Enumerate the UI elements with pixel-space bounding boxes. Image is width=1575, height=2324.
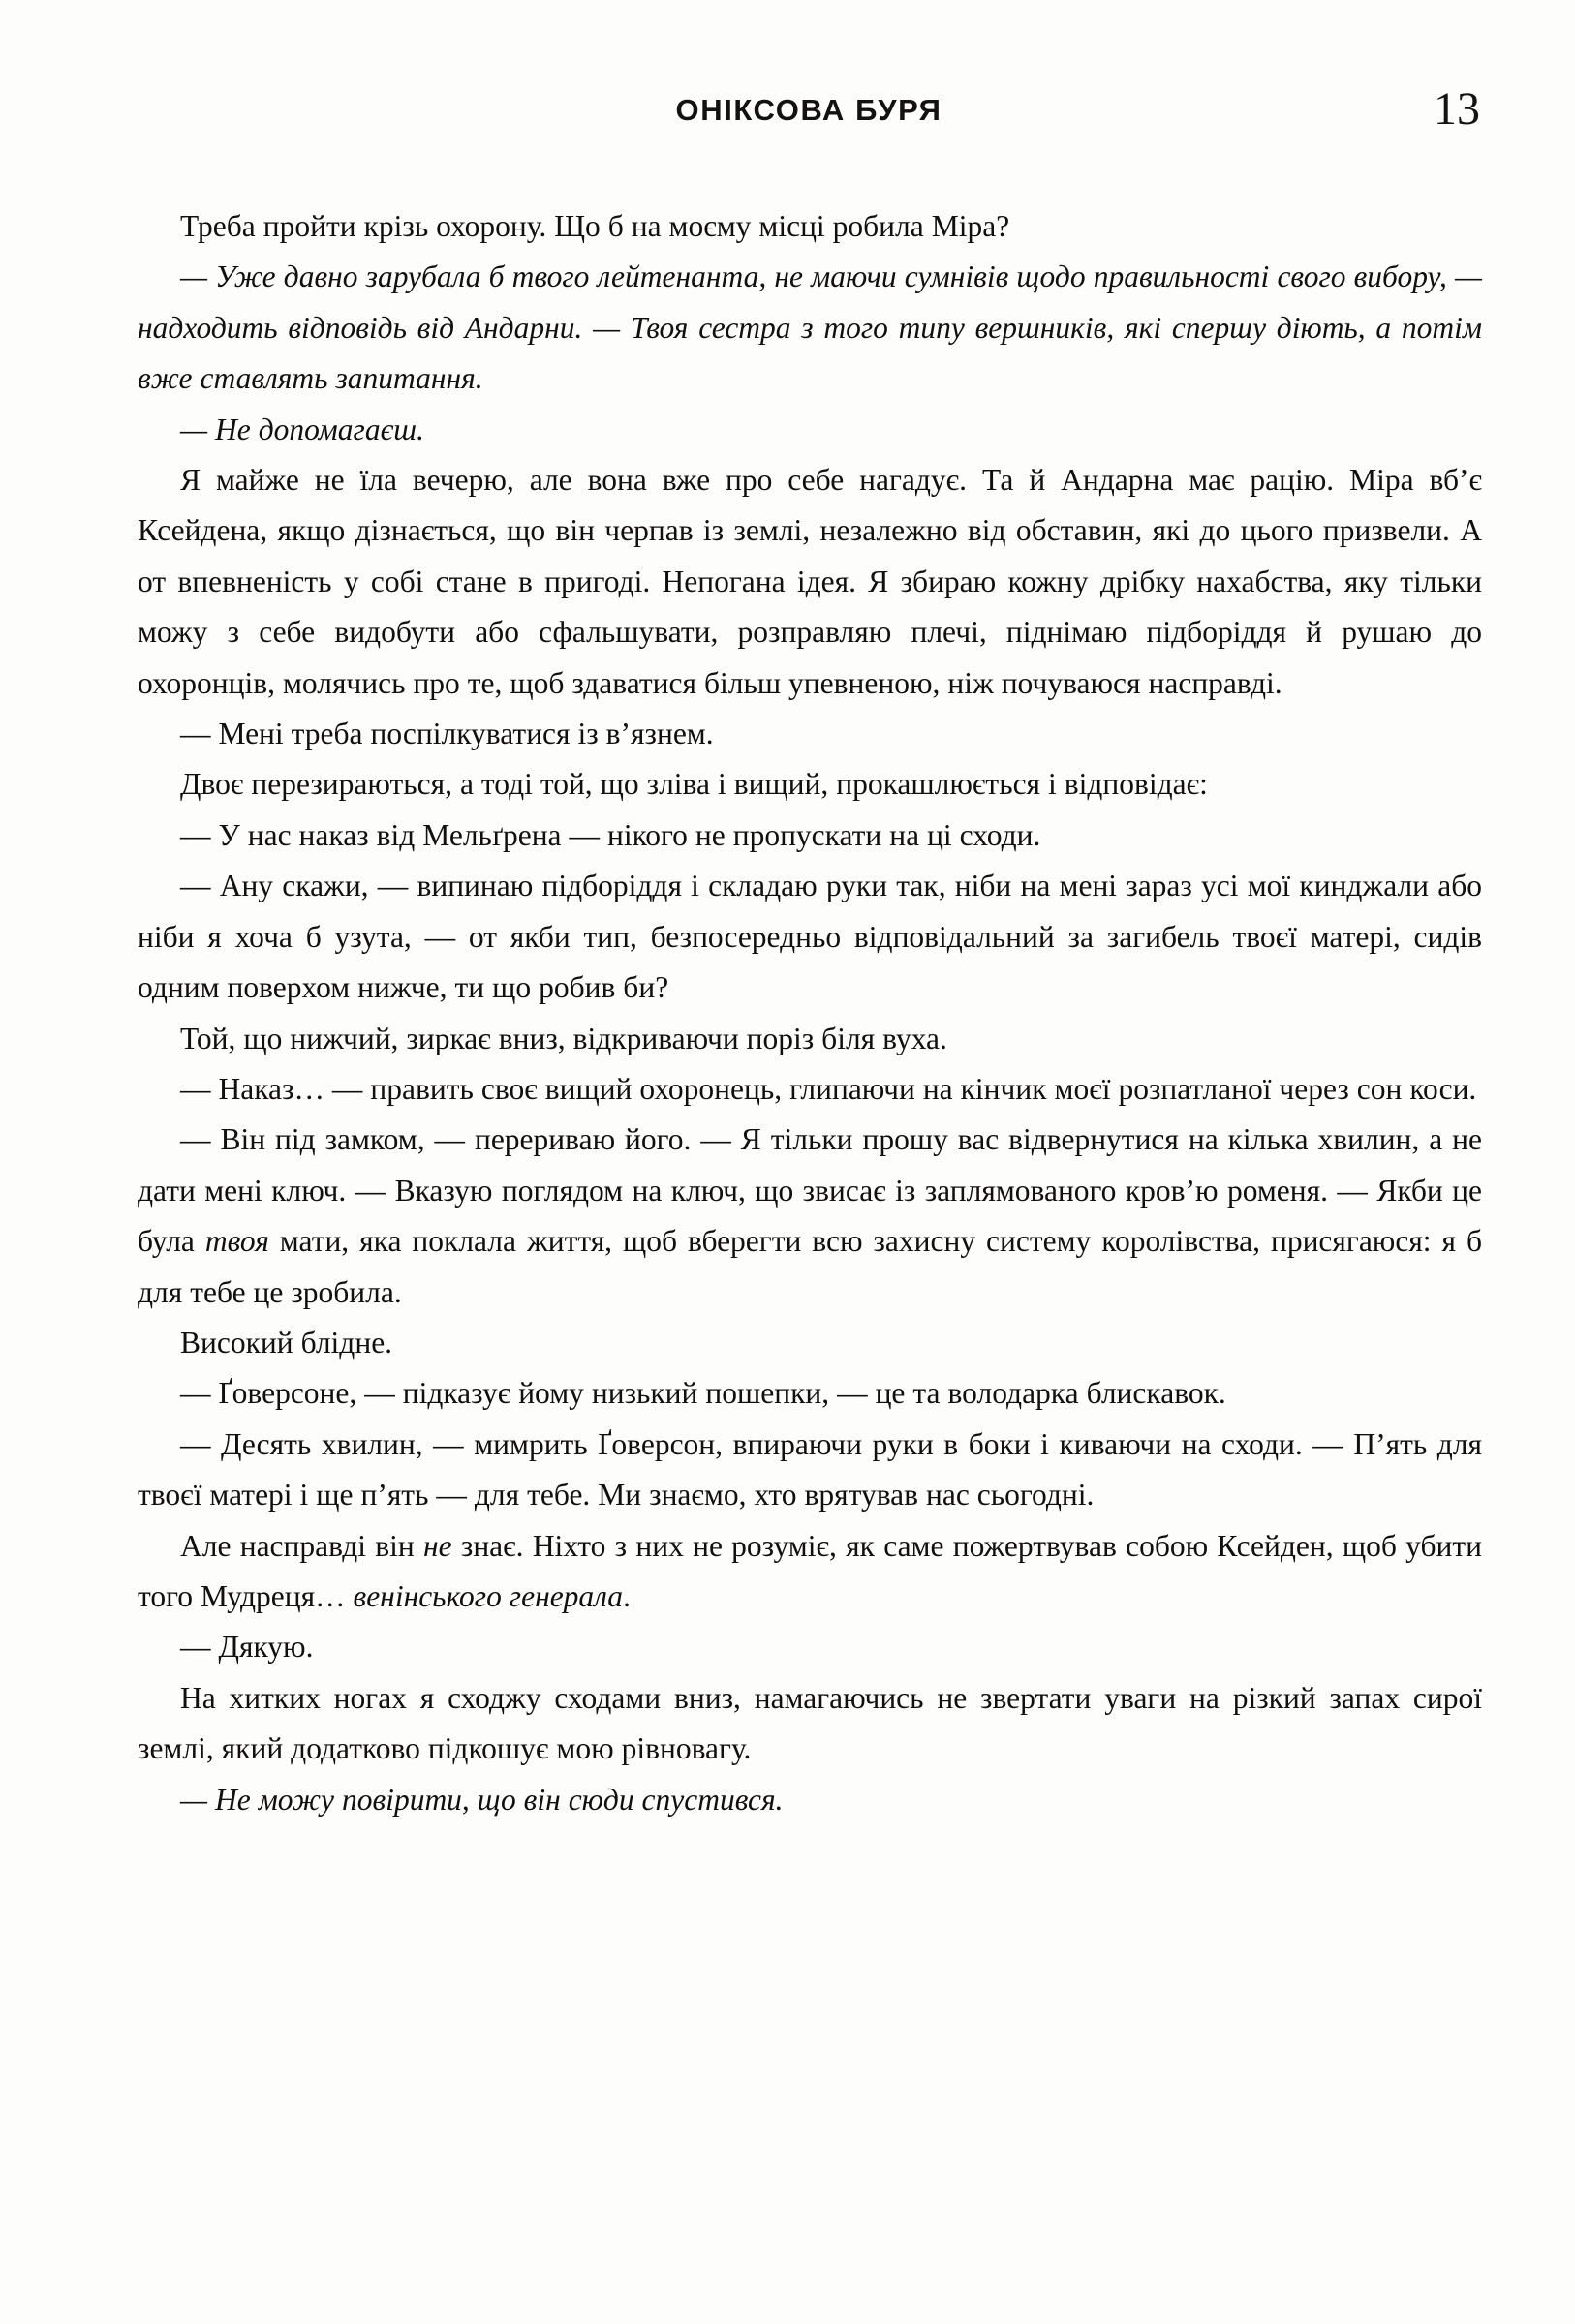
paragraph-text: — Не допомагаєш. bbox=[180, 412, 424, 446]
paragraph-text: — Наказ… — править своє вищий охоронець, глипаючи на кінчик моєї розпатланої через сон коси. bbox=[180, 1071, 1477, 1106]
paragraph bbox=[138, 810, 1482, 861]
paragraph bbox=[138, 252, 1482, 404]
paragraph-text: — Уже давно зарубала б твого лейтенанта, не маючи сумнівів щодо правильності свого вибору, — надходить відповідь від Андарни. — Твоя сестра з того типу вершників, які спершу діють, а потім вже ставлять запитання. bbox=[138, 260, 1482, 396]
paragraph-text: Той, що нижчий, зиркає вниз, відкриваючи поріз біля вуха. bbox=[180, 1021, 947, 1055]
paragraph bbox=[138, 709, 1482, 759]
emphasis-text: венінського генерала bbox=[353, 1578, 624, 1613]
paragraph-text: . bbox=[623, 1578, 631, 1613]
paragraph bbox=[138, 1420, 1482, 1521]
paragraph bbox=[138, 455, 1482, 709]
paragraph-text: На хитких ногах я сходжу сходами вниз, намагаючись не звертати уваги на різкий запах сирої землі, який додатково підкошує мою рівновагу. bbox=[138, 1680, 1482, 1766]
paragraph-text: Треба пройти крізь охорону. Що б на моєму місці робила Міра? bbox=[180, 209, 1010, 243]
paragraph bbox=[138, 1673, 1482, 1775]
paragraph-text: — Він під замком, — перериваю його. — Я тільки прошу вас відвернутися на кілька хвилин, а не дати мені ключ. — Вказую поглядом на ключ, що звисає із заплямованого кров’ю роменя. — Якби це була bbox=[138, 1122, 1482, 1259]
paragraph bbox=[138, 1014, 1482, 1064]
paragraph bbox=[138, 405, 1482, 455]
paragraph-text: знає. Ніхто з них не розуміє, як саме пожертвував собою Ксейден, щоб убити того Мудреця… bbox=[138, 1528, 1482, 1613]
paragraph-text: — Десять хвилин, — мимрить Ґоверсон, впираючи руки в боки і киваючи на сходи. — П’ять для твоєї матері і ще п’ять — для тебе. Ми знаємо, хто врятував нас сьогодні. bbox=[138, 1426, 1482, 1513]
paragraph bbox=[138, 1368, 1482, 1419]
paragraph bbox=[138, 1064, 1482, 1115]
page-number: 13 bbox=[1434, 83, 1480, 135]
paragraph-text: Високий блідне. bbox=[180, 1325, 393, 1360]
running-head-title: ОНІКСОВА БУРЯ bbox=[675, 93, 942, 127]
emphasis-text: твоя bbox=[204, 1224, 269, 1259]
running-head bbox=[138, 83, 1480, 149]
paragraph-text: Але насправді він bbox=[180, 1528, 423, 1563]
paragraph-text: — У нас наказ від Мельґрена — нікого не пропускати на ці сходи. bbox=[180, 817, 1041, 852]
paragraph bbox=[138, 1115, 1482, 1318]
paragraph bbox=[138, 759, 1482, 810]
paragraph-text: Я майже не їла вечерю, але вона вже про себе нагадує. Та й Андарна має рацію. Міра вб’є Ксейдена, якщо дізнається, що він черпав із землі, незалежно від обставин, які до цього призвели. А от впевненість у собі стане в пригоді. Непогана ідея. Я збираю кожну дрібку нахабства, яку тільки можу з себе видобути або сфальшувати, розправляю плечі, піднімаю підборіддя й рушаю до охоронців, молячись про те, щоб здаватися більш упевненою, ніж почуваюся насправді. bbox=[138, 463, 1482, 700]
paragraph bbox=[138, 201, 1482, 252]
paragraph-text: — Ану скажи, — випинаю підборіддя і складаю руки так, ніби на мені зараз усі мої кинджали або ніби я хоча б узута, — от якби тип, безпосередньо відповідальний за загибель твоєї матері, сидів одним поверхом нижче, ти що робив би? bbox=[138, 869, 1482, 1005]
paragraph bbox=[138, 1622, 1482, 1672]
paragraph bbox=[138, 1521, 1482, 1623]
paragraph-text: Двоє перезираються, а тоді той, що зліва і вищий, прокашлюється і відповідає: bbox=[180, 767, 1208, 802]
paragraph-text: — Дякую. bbox=[180, 1630, 314, 1665]
body-text-block bbox=[138, 201, 1482, 1825]
paragraph-text: — Не можу повірити, що він сюди спустився. bbox=[180, 1782, 784, 1817]
paragraph bbox=[138, 1318, 1482, 1368]
paragraph-text: мати, яка поклала життя, щоб вберегти всю захисну систему королівства, присягаюся: я б для тебе це зробила. bbox=[138, 1224, 1482, 1309]
paragraph bbox=[138, 861, 1482, 1013]
paragraph bbox=[138, 1775, 1482, 1825]
paragraph-text: — Мені треба поспілкуватися із в’язнем. bbox=[180, 717, 714, 751]
paragraph-text: — Ґоверсоне, — підказує йому низький пошепки, — це та володарка блискавок. bbox=[180, 1376, 1226, 1411]
emphasis-text: не bbox=[423, 1528, 452, 1563]
